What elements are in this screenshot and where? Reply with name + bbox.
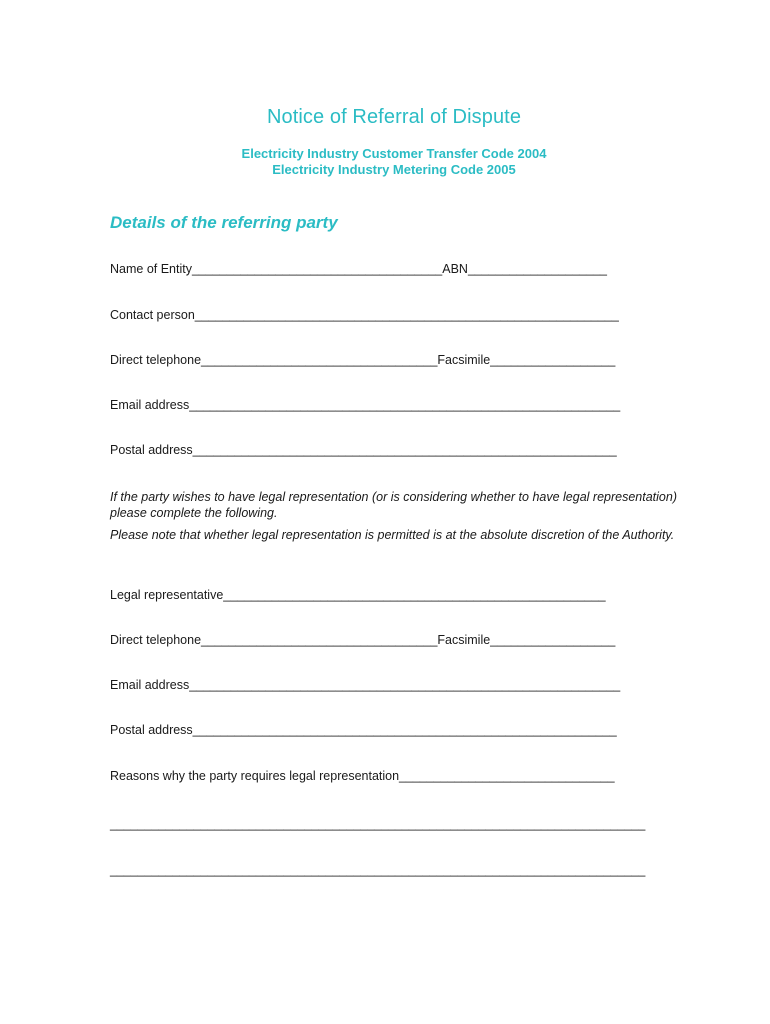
legal-representative-field[interactable]: Legal representative_______________________________________________________ <box>110 588 606 602</box>
postal-address-field[interactable]: Postal address_____________________________________________________________ <box>110 443 617 457</box>
discretion-note: Please note that whether legal representation is permitted is at the absolute discretion of the Authority. <box>110 528 675 542</box>
subtitle-metering-code: Electricity Industry Metering Code 2005 <box>272 162 516 177</box>
subtitle-transfer-code: Electricity Industry Customer Transfer Code 2004 <box>241 146 547 161</box>
name-of-entity-abn-field[interactable]: Name of Entity____________________________________ABN____________________ <box>110 262 607 276</box>
reasons-blank-line-2[interactable]: _____________________________________________________________________________ <box>110 863 646 877</box>
reasons-blank-line-1[interactable]: _____________________________________________________________________________ <box>110 817 646 831</box>
document-title: Notice of Referral of Dispute <box>266 106 522 128</box>
email-address-field[interactable]: Email address______________________________________________________________ <box>110 398 621 412</box>
section-heading-referring-party: Details of the referring party <box>110 213 338 232</box>
legal-email-address-field[interactable]: Email address______________________________________________________________ <box>110 678 621 692</box>
direct-telephone-facsimile-field[interactable]: Direct telephone__________________________________Facsimile__________________ <box>110 353 616 367</box>
reasons-legal-representation-field[interactable]: Reasons why the party requires legal representation_______________________________ <box>110 769 615 783</box>
legal-direct-telephone-facsimile-field[interactable]: Direct telephone__________________________________Facsimile__________________ <box>110 633 616 647</box>
legal-postal-address-field[interactable]: Postal address_____________________________________________________________ <box>110 723 617 737</box>
contact-person-field[interactable]: Contact person_____________________________________________________________ <box>110 308 619 322</box>
legal-representation-note: If the party wishes to have legal representation (or is considering whether to have legal representation) please complete the following. <box>110 490 677 520</box>
